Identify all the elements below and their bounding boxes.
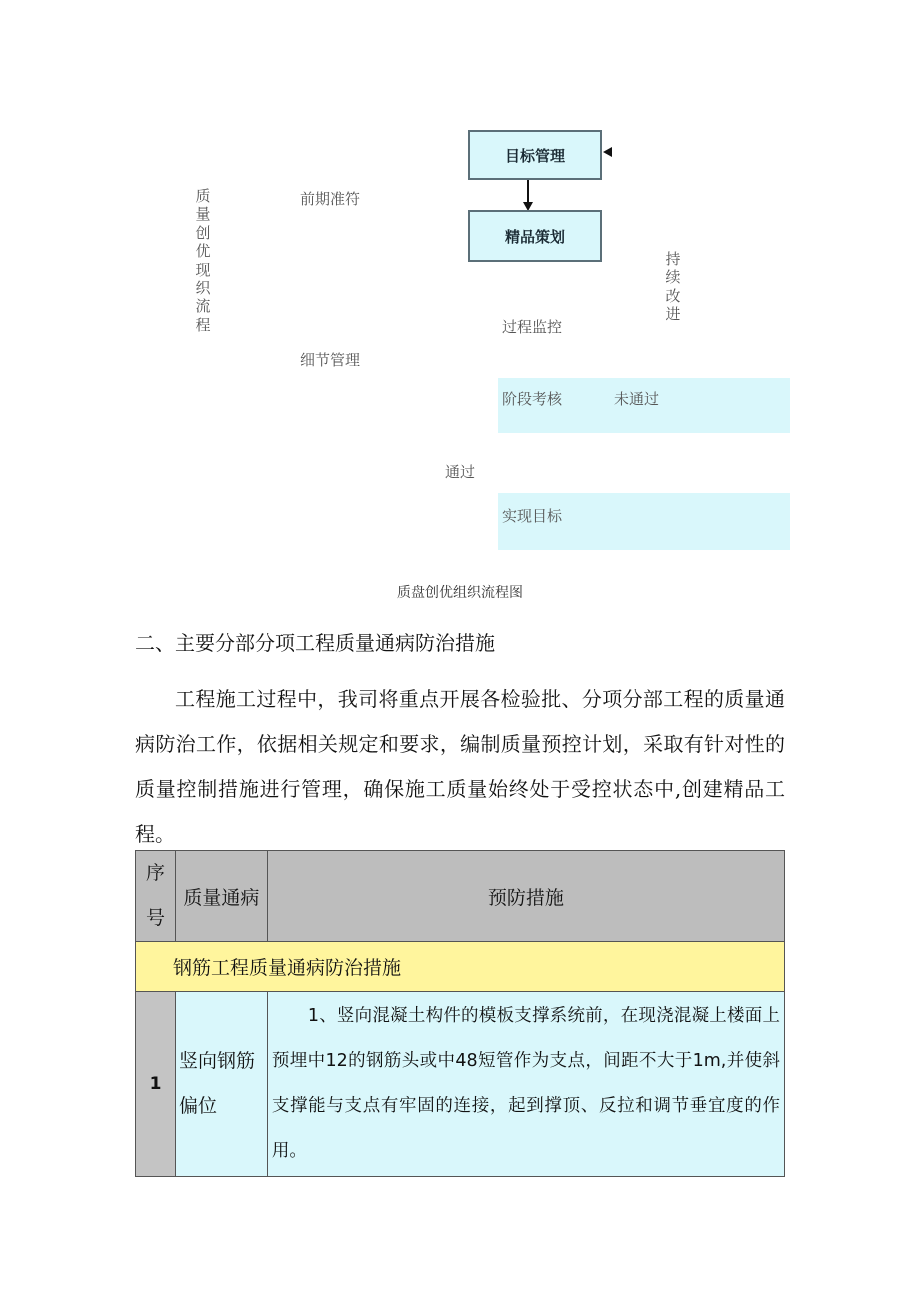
arrow-left-icon <box>603 143 613 162</box>
flow-detail-mgmt: 细节管理 <box>300 351 361 369</box>
flow-prep-label: 前期准符 <box>300 190 361 208</box>
row-no: 1 <box>136 992 176 1177</box>
figure-caption: 质盘创优组织流程图 <box>397 585 523 601</box>
header-issue: 质量通病 <box>175 851 267 942</box>
flow-achieve-target: 实现目标 <box>502 507 563 525</box>
table-row <box>136 992 785 1177</box>
row-measure: 1、竖向混凝土构件的模板支撑系统前，在现浇混凝上楼面上预埋中12的钢筋头或中48短管作为支点，间距不大于1m,并使斜支撑能与支点有牢固的连接，起到撑顶、反拉和调节垂宜度的作用。 <box>267 992 784 1177</box>
header-no: 序号 <box>136 851 176 942</box>
flow-passed: 通过 <box>445 463 476 481</box>
section-title: 钢筋工程质量通病防治措施 <box>136 942 785 992</box>
measures-table <box>135 850 785 1177</box>
header-measure: 预防措施 <box>267 851 784 942</box>
table-header-row <box>136 851 785 942</box>
row-issue: 竖向钢筋偏位 <box>175 992 267 1177</box>
table-section-row <box>136 942 785 992</box>
body-paragraph: 工程施工过程中，我司将重点开展各检验批、分项分部工程的质量通病防治工作，依据相关规定和要求，编制质量预控计划，采取有针对性的质量控制措施进行管理，确保施工质量始终处于受控状态中,创建精品工程。 <box>135 687 785 846</box>
flow-process-monitor: 过程监控 <box>502 318 563 336</box>
flow-stage-review: 阶段考核 <box>502 390 563 408</box>
section-heading: 二、主要分部分项工程质量通病防治措施 <box>135 631 495 655</box>
flow-vertical-title: 质量创优现织流程 <box>195 187 211 334</box>
flow-box-target <box>468 130 602 180</box>
flow-not-passed: 未通过 <box>614 390 660 408</box>
flow-achieve-panel <box>498 493 790 550</box>
flow-stage-panel <box>498 378 790 433</box>
flow-box-plan-label: 精品策划 <box>504 227 565 246</box>
flow-box-target-label: 目标管理 <box>504 146 565 165</box>
flow-continuous-label: 持续改进 <box>665 250 681 324</box>
flow-box-plan <box>468 210 602 262</box>
